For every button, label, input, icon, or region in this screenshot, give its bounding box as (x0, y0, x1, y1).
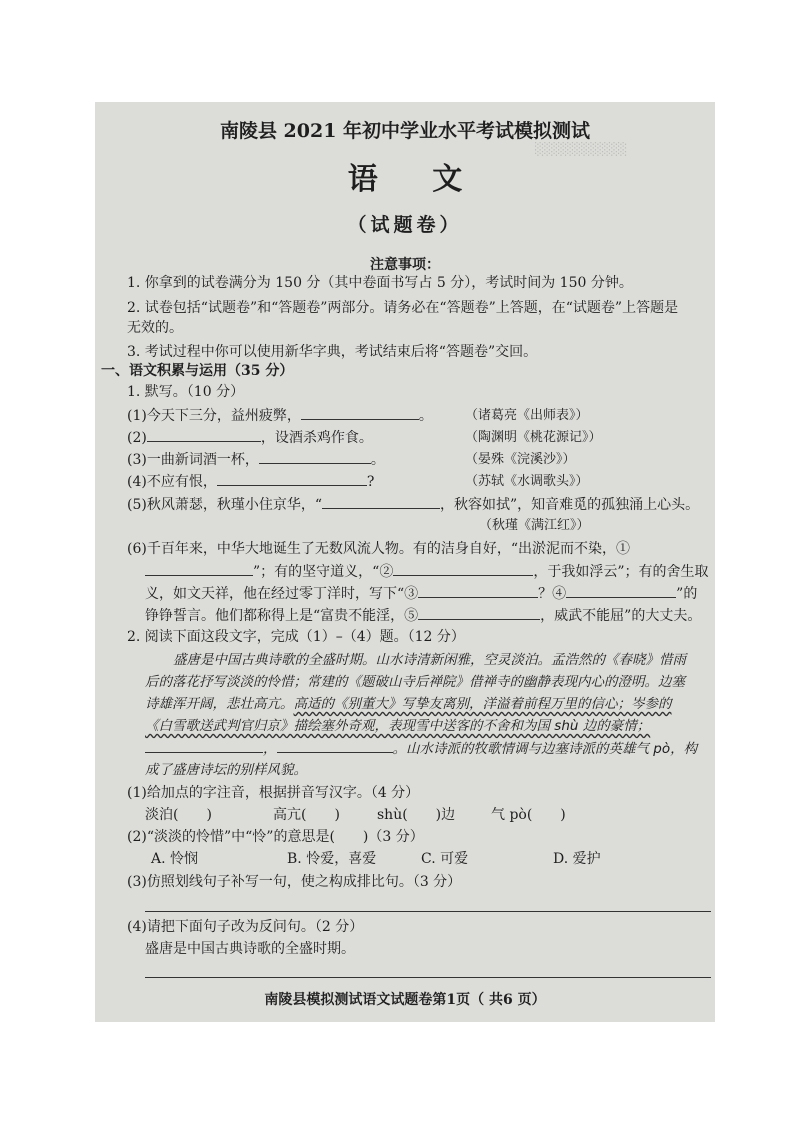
passage-line-3: 诗雄浑开阔，悲壮高亢。高适的《别董大》写挚友离别，洋溢着前程万里的信心；岑参的 (145, 696, 672, 712)
q2-sub-4-sentence: 盛唐是中国古典诗歌的全盛时期。 (145, 941, 355, 957)
option-a: A. 怜悯 (151, 851, 199, 867)
q2-sub-1-item-a: 淡泊( ) (145, 807, 212, 823)
bleed-through-mark: ░░░░░░░░░░ (535, 142, 628, 156)
q1-source-1: （诸葛亮《出师表》） (465, 408, 589, 423)
option-c: C. 可爱 (421, 851, 469, 867)
option-d: D. 爱护 (553, 851, 601, 867)
notice-item-1: 1. 你拿到的试卷满分为 150 分（其中卷面书写占 5 分），考试时间为 150 分钟。 (127, 275, 633, 291)
q1-line-1: (1)今天下三分，益州疲弊， 。 (127, 405, 433, 426)
exam-title: 南陵县 2021 年初中学业水平考试模拟测试 (219, 120, 591, 142)
q1-line-5: (5)秋风萧瑟，秋瑾小住京华，“ ，秋容如拭”，知音难觅的孤独涌上心头。 (127, 494, 699, 515)
q1-line-6c: 义，如文天祥，他在经过零丁洋时，写下“③ ？④ ”的 (145, 583, 697, 604)
answer-blank[interactable] (259, 449, 371, 464)
notice-item-3: 3. 考试过程中你可以使用新华字典，考试结束后将“答题卷”交回。 (127, 344, 538, 360)
underlined-sentence: 高适的《别董大》写挚友离别，洋溢着前程万里的信心；岑参的 (293, 696, 672, 712)
q2-sub-1-item-c: shù( )边 (377, 807, 456, 823)
answer-blank[interactable] (147, 427, 261, 442)
answer-blank[interactable] (566, 583, 676, 598)
paper-type: （试题卷） (347, 214, 463, 236)
passage-line-4 (145, 716, 650, 736)
q2-sub-4: (4)请把下面句子改为反问句。（2 分） (127, 919, 364, 935)
notice-heading: 注意事项： (370, 257, 440, 273)
passage-line-5: ， 。山水诗派的牧歌情调与边塞诗派的英雄气 pò，构 (145, 738, 697, 759)
q1-line-3: (3)一曲新词酒一杯， 。 (127, 449, 385, 470)
passage-line-6: 成了盛唐诗坛的别样风貌。 (145, 762, 307, 778)
q1-stem: 1. 默写。（10 分） (127, 384, 245, 400)
q1-line-2: (2) ，设酒杀鸡作食。 (127, 427, 373, 448)
section-title: 一、语文积累与运用（35 分） (101, 363, 294, 379)
answer-line[interactable] (145, 911, 711, 912)
q2-sub-1-item-b: 高亢( ) (273, 807, 340, 823)
answer-line[interactable] (145, 977, 711, 978)
notice-item-2: 2. 试卷包括“试题卷”和“答题卷”两部分。请务必在“答题卷”上答题，在“试题卷”上答题是 (127, 300, 679, 316)
passage-line-1: 盛唐是中国古典诗歌的全盛时期。山水诗清新闲雅，空灵淡泊。孟浩然的《春晓》惜雨 (173, 652, 686, 668)
page-footer: 南陵县模拟测试语文试题卷第1页（ 共6 页） (264, 992, 546, 1008)
q1-source-3: （晏殊《浣溪沙》） (465, 452, 576, 467)
answer-blank[interactable] (393, 561, 533, 576)
answer-blank[interactable] (277, 738, 393, 753)
exam-page (95, 102, 715, 1022)
q1-source-5: （秋瑾《满江红》） (479, 518, 590, 533)
answer-blank[interactable] (418, 583, 538, 598)
q2-stem: 2. 阅读下面这段文字，完成（1）–（4）题。（12 分） (127, 629, 465, 645)
q2-sub-1: (1)给加点的字注音，根据拼音写汉字。（4 分） (127, 785, 420, 801)
answer-blank[interactable] (322, 494, 440, 509)
notice-item-2-cont: 无效的。 (127, 320, 183, 336)
answer-blank[interactable] (217, 471, 367, 486)
underlined-sentence: 《白雪歌送武判官归京》描绘塞外奇观，表现雪中送客的不舍和为国 shù 边的豪情； (145, 718, 651, 734)
q1-line-4: (4)不应有恨， ? (127, 471, 374, 492)
q2-sub-1-item-d: 气 pò( ) (491, 807, 566, 823)
q1-line-6b: ”；有的坚守道义，“② ，于我如浮云”；有的舍生取 (145, 561, 709, 582)
answer-blank[interactable] (301, 405, 419, 420)
q1-source-2: （陶渊明《桃花源记》） (465, 430, 602, 445)
q2-sub-2: (2)“淡淡的怜惜”中“怜”的意思是( )（3 分） (127, 829, 424, 845)
q1-line-6d: 铮铮誓言。他们都称得上是“富贵不能淫，⑤ ，威武不能屈”的大丈夫。 (145, 605, 701, 626)
answer-blank[interactable] (145, 561, 253, 576)
passage-line-2: 后的落花抒写淡淡的怜惜；常建的《题破山寺后禅院》借禅寺的幽静表现内心的澄明。边塞 (145, 674, 685, 690)
q1-source-4: （苏轼《水调歌头》） (465, 474, 589, 489)
subject-title: 语 文 (347, 162, 485, 197)
q1-line-6: (6)千百年来，中华大地诞生了无数风流人物。有的洁身自好，“出淤泥而不染，① (127, 541, 630, 557)
q2-sub-3: (3)仿照划线句子补写一句，使之构成排比句。（3 分） (127, 874, 462, 890)
option-b: B. 怜爱，喜爱 (287, 851, 377, 867)
answer-blank[interactable] (418, 605, 540, 620)
answer-blank[interactable] (145, 738, 263, 753)
